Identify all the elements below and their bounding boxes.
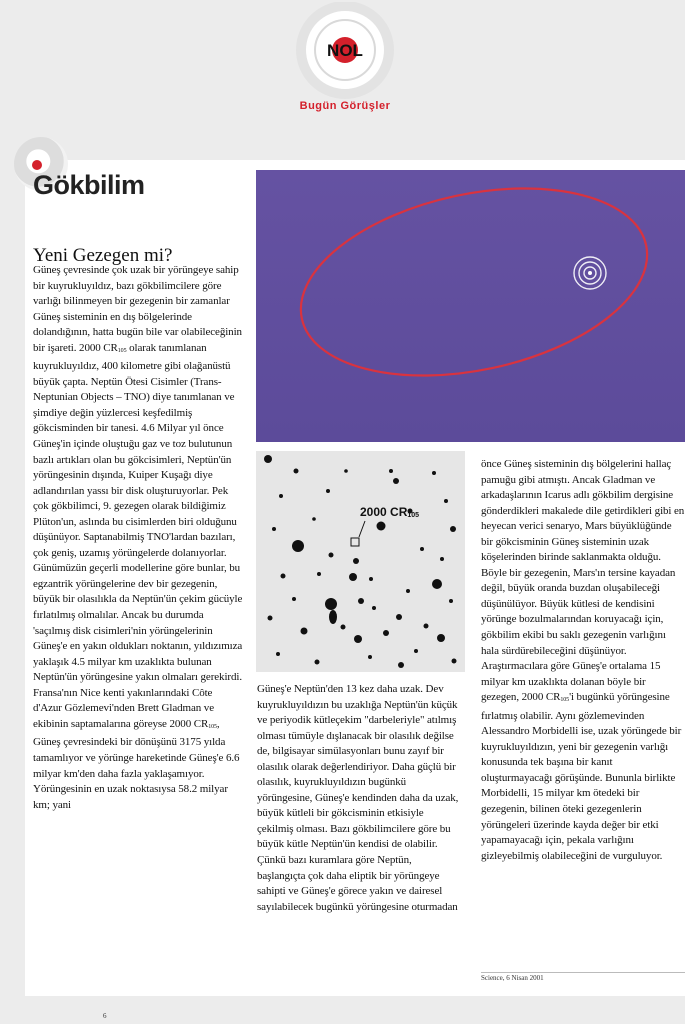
discovery-photo	[256, 451, 465, 672]
col2-text: Güneş'e Neptün'den 13 kez daha uzak. Dev kuyrukluyıldızın bu uzaklığa Neptün'ün küçük ve periyodik kütleçekim "darbeleriyle" atılmış olması tümüyle dışlanacak bir olasılık değilse de, bilgisayar simülasyonları bunu zayıf bir olasılık olarak değerlendiriyor. Daha güçlü bir olasılık, kuyrukluyıldızın bugünkü yörüngesine, Güneş'e kendinden daha da uzak, büyük kütleli bir gökcisminin etkisiyle çekilmiş olması. Bazı gökbilimcilere göre bu büyük kütle Neptün'ün kendisi de olabilir. Çünkü bazı kuramlara göre Neptün, başlangıçta çok daha eliptik bir yörüngeye sahipti ve Güneş'e görece yakın ve dairesel sayılabilecek bugünkü yörüngesine oturmadan	[257, 683, 459, 913]
section-marker-dot	[32, 160, 42, 170]
col1-subscript-2: 105	[208, 723, 217, 730]
photo-label-text: 2000 CR	[360, 505, 408, 519]
target-pointer	[359, 521, 365, 537]
article-column-2	[257, 682, 462, 915]
starfield	[256, 451, 465, 672]
col3-text-a: önce Güneş sisteminin dış bölgelerini hallaç pamuğu gibi atmıştı. Ancak Gladman ve arkadaşlarının Icarus adlı gökbilim dergisine gönderdikleri makalede dile getirdikleri gibi en heyecan verici senaryo, Mars büyüklüğünde bir gökcisminin Güneş sisteminin uzak köşelerinden birinde saklanmakta olduğu. Böyle bir gezegenin, Mars'ın tersine kayadan değil, büyük oranda buzdan oluşabileceği düşünülüyor. Büyük kütlesi de kendisini yörünge bozulmalarından koruyacağı için, gökbilim ekibi bu saklı gezegenin varlığını hala sürdürebileceğini düşünüyor. Araştırmacılara göre Güneş'e ortalama 15 milyar km uzaklıkta dolanan böyle bir gezegen, 2000 CR	[481, 458, 685, 704]
logo-text: NOL	[327, 41, 363, 60]
col1-subscript-1: 105	[117, 347, 127, 354]
article-source: Science, 6 Nisan 2001	[481, 974, 544, 982]
col3-text-b: 'i bugünkü yörüngesine fırlatmış olabilir. Aynı gözlemevinden Alessandro Morbidelli ise, uzak yörüngede bir kuyrukluyıldızın, yeni bir gezegenin varlığı konusunda tek başına bir kanıt oluşturmayacağı görüşünde. Bununla birlikte Morbidelli, 15 milyar km ötedeki bir gezegenin, bilinen öteki gezegenlerin yörüngeleri üzerinde kayda değer bir etki yapamayacağı için, pekala varlığını gizleyebilmiş olabileceğini de vurguluyor.	[481, 691, 682, 862]
col3-subscript: 105	[560, 697, 570, 704]
source-divider	[481, 972, 685, 973]
magazine-logo	[290, 2, 400, 102]
col1-text-c: , Güneş çevresindeki bir dönüşünü 3175 yılda tamamlıyor ve yörünge hareketinde Güneş'e 6.6 milyar km'den daha fazla yaklaşamıyor. Yörüngesinin en uzak noktasıysa 58.2 milyar km; yani	[33, 717, 240, 811]
col1-text-a: Güneş çevresinde çok uzak bir yörüngeye sahip bir kuyrukluyıldız, bazı gökbilimcilere göre varlığı bilinmeyen bir gezegenin bir zamanlar Güneş sisteminin en dış bölgelerinde dolandığının, hatta bugün bile var olabileceğinin bir işareti. 2000 CR	[33, 264, 242, 354]
page-number: 6	[103, 1012, 107, 1020]
article-column-3	[481, 457, 685, 864]
article-column-1	[33, 263, 243, 813]
col1-text-b: olarak tanımlanan kuyrukluyıldız, 400 kilometre gibi olağanüstü büyük çapta. Neptün Ötesi Cisimler (Trans-Neptunian Objects – TNO) diye tanımlanan ve şimdiye değin yüzlercesi keşfedilmiş gökcisminden bir tanesi. 4.6 Milyar yıl önce Güneş'in içinde oluştuğu gaz ve toz bulutunun bazlı artıkları olan bu gökcisimleri, Neptün'ün yörüngesinin dışında, Kuiper Kuşağı diye adlandırılan yassı bir disk oluşturuyorlar. Pek çok gökbilimci, 9. gezegen olarak bildiğimiz Plüton'un, aslında bu cisimlerden biri olduğunu düşünüyor. Saptanabilmiş TNO'lardan bazıları, çok geniş, uzamış yörüngelerde dolanıyorlar. Günümüzün geçerli modellerine göre bunlar, bu egzantrik yörüngelerine dev bir gezegenin, büyük bir olasılıkla da Neptün'ün çekim gücüyle fırlatılmış olmalılar. Ancak bu durumda 'saçılmış disk cisimleri'nin yörüngelerinin Güneş'e en yakın oldukları noktanın, yıldızımıza yaklaşık 4.5 milyar km uzaklıkta bulunan Neptün'ün yörüngesine yakın olmaları gerekirdi. Fransa'nın Nice kenti yakınlarındaki Côte d'Azur Gözlemevi'nden Brett Gladman ve ekibinin saptamalarına göreyse 2000 CR	[33, 341, 243, 730]
photo-label-subscript: 105	[407, 512, 420, 519]
target-box	[351, 538, 359, 546]
orbit-illustration	[256, 170, 685, 442]
sun-rings	[574, 257, 606, 289]
article-headline: Yeni Gezegen mi?	[33, 244, 173, 266]
photo-label	[360, 505, 419, 519]
logo-subtitle: Bugün Görüşler	[299, 100, 391, 112]
comet-orbit-ellipse	[284, 170, 665, 405]
section-title: Gökbilim	[33, 170, 145, 200]
